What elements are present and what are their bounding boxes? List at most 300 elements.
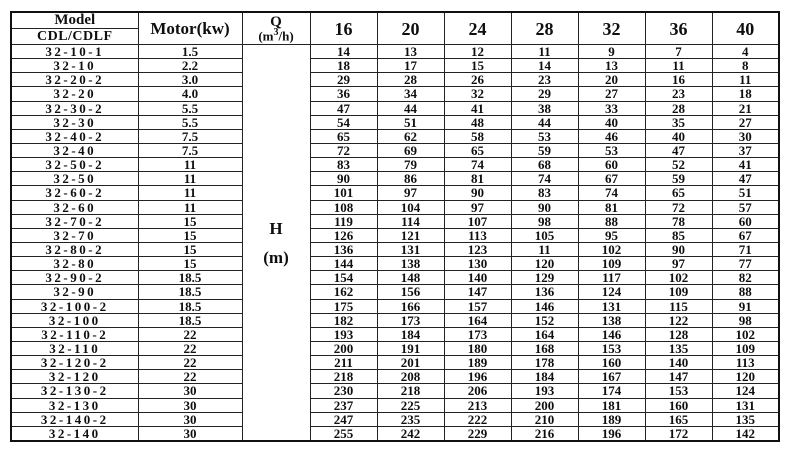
head-value-cell: 114 xyxy=(377,214,444,228)
head-value-cell: 117 xyxy=(578,271,645,285)
table-row xyxy=(11,285,779,299)
motor-cell: 11 xyxy=(138,186,242,200)
head-value-cell: 102 xyxy=(712,327,779,341)
head-value-cell: 120 xyxy=(712,370,779,384)
head-value-cell: 85 xyxy=(645,228,712,242)
motor-cell: 11 xyxy=(138,172,242,186)
model-cell: 32-20-2 xyxy=(11,73,138,87)
head-value-cell: 65 xyxy=(444,143,511,157)
head-value-cell: 8 xyxy=(712,59,779,73)
head-value-cell: 131 xyxy=(377,242,444,256)
q-unit-post: /h) xyxy=(278,28,294,44)
motor-cell: 15 xyxy=(138,214,242,228)
head-value-cell: 81 xyxy=(444,172,511,186)
head-value-cell: 109 xyxy=(712,341,779,355)
model-series-header: CDL/CDLF xyxy=(11,29,138,45)
model-cell: 32-140 xyxy=(11,426,138,441)
header-row-1 xyxy=(11,12,779,29)
table-row xyxy=(11,214,779,228)
table-row xyxy=(11,412,779,426)
head-value-cell: 119 xyxy=(310,214,377,228)
head-value-cell: 107 xyxy=(444,214,511,228)
pump-spec-table xyxy=(10,11,780,442)
head-value-cell: 152 xyxy=(511,313,578,327)
head-value-cell: 104 xyxy=(377,200,444,214)
head-value-cell: 109 xyxy=(578,257,645,271)
spec-table-body xyxy=(11,45,779,442)
head-value-cell: 67 xyxy=(712,228,779,242)
motor-cell: 5.5 xyxy=(138,115,242,129)
table-row xyxy=(11,115,779,129)
head-value-cell: 113 xyxy=(712,356,779,370)
head-value-cell: 172 xyxy=(645,426,712,441)
table-row xyxy=(11,200,779,214)
head-value-cell: 69 xyxy=(377,143,444,157)
head-value-cell: 18 xyxy=(310,59,377,73)
head-value-cell: 146 xyxy=(578,327,645,341)
table-row xyxy=(11,45,779,59)
motor-cell: 3.0 xyxy=(138,73,242,87)
table-row xyxy=(11,73,779,87)
head-value-cell: 124 xyxy=(578,285,645,299)
table-row xyxy=(11,186,779,200)
head-value-cell: 90 xyxy=(645,242,712,256)
head-value-cell: 157 xyxy=(444,299,511,313)
table-row xyxy=(11,143,779,157)
head-value-cell: 140 xyxy=(645,356,712,370)
motor-cell: 5.5 xyxy=(138,101,242,115)
head-value-cell: 40 xyxy=(645,129,712,143)
table-row xyxy=(11,327,779,341)
head-value-cell: 81 xyxy=(578,200,645,214)
head-value-cell: 65 xyxy=(645,186,712,200)
head-value-cell: 44 xyxy=(377,101,444,115)
head-value-cell: 213 xyxy=(444,398,511,412)
head-value-cell: 242 xyxy=(377,426,444,441)
head-value-cell: 26 xyxy=(444,73,511,87)
head-value-cell: 58 xyxy=(444,129,511,143)
model-cell: 32-70 xyxy=(11,228,138,242)
head-value-cell: 21 xyxy=(712,101,779,115)
head-value-cell: 47 xyxy=(310,101,377,115)
table-row xyxy=(11,356,779,370)
motor-cell: 11 xyxy=(138,158,242,172)
head-value-cell: 129 xyxy=(511,271,578,285)
head-value-cell: 65 xyxy=(310,129,377,143)
motor-cell: 7.5 xyxy=(138,129,242,143)
head-value-cell: 13 xyxy=(578,59,645,73)
head-unit-label: (m) xyxy=(263,247,289,267)
head-value-cell: 146 xyxy=(511,299,578,313)
table-row xyxy=(11,242,779,256)
head-value-cell: 173 xyxy=(377,313,444,327)
head-value-cell: 218 xyxy=(310,370,377,384)
head-value-cell: 128 xyxy=(645,327,712,341)
head-value-cell: 136 xyxy=(511,285,578,299)
motor-cell: 30 xyxy=(138,426,242,441)
head-value-cell: 53 xyxy=(578,143,645,157)
head-value-cell: 126 xyxy=(310,228,377,242)
head-value-cell: 30 xyxy=(712,129,779,143)
head-value-cell: 193 xyxy=(511,384,578,398)
head-value-cell: 23 xyxy=(645,87,712,101)
head-value-cell: 11 xyxy=(511,242,578,256)
head-value-cell: 136 xyxy=(310,242,377,256)
head-value-cell: 72 xyxy=(645,200,712,214)
head-value-cell: 113 xyxy=(444,228,511,242)
head-value-cell: 27 xyxy=(712,115,779,129)
head-value-cell: 178 xyxy=(511,356,578,370)
head-value-cell: 196 xyxy=(578,426,645,441)
head-value-cell: 166 xyxy=(377,299,444,313)
model-cell: 32-80 xyxy=(11,257,138,271)
head-value-cell: 135 xyxy=(645,341,712,355)
head-value-cell: 77 xyxy=(712,257,779,271)
head-value-cell: 46 xyxy=(578,129,645,143)
table-row xyxy=(11,271,779,285)
head-value-cell: 144 xyxy=(310,257,377,271)
head-value-cell: 18 xyxy=(712,87,779,101)
model-cell: 32-40 xyxy=(11,143,138,157)
head-value-cell: 154 xyxy=(310,271,377,285)
head-value-cell: 109 xyxy=(645,285,712,299)
model-cell: 32-130-2 xyxy=(11,384,138,398)
motor-cell: 2.2 xyxy=(138,59,242,73)
head-value-cell: 162 xyxy=(310,285,377,299)
table-row xyxy=(11,158,779,172)
head-value-cell: 9 xyxy=(578,45,645,59)
head-value-cell: 82 xyxy=(712,271,779,285)
motor-cell: 18.5 xyxy=(138,299,242,313)
head-value-cell: 167 xyxy=(578,370,645,384)
q-unit-pre: (m xyxy=(258,28,274,44)
head-value-cell: 36 xyxy=(310,87,377,101)
q-unit-sup: 3 xyxy=(273,26,279,38)
table-row xyxy=(11,59,779,73)
head-value-cell: 7 xyxy=(645,45,712,59)
head-value-cell: 88 xyxy=(578,214,645,228)
head-value-cell: 74 xyxy=(578,186,645,200)
model-cell: 32-30-2 xyxy=(11,101,138,115)
head-value-cell: 20 xyxy=(578,73,645,87)
head-value-cell: 27 xyxy=(578,87,645,101)
head-value-cell: 35 xyxy=(645,115,712,129)
head-value-cell: 97 xyxy=(645,257,712,271)
head-value-cell: 53 xyxy=(511,129,578,143)
motor-column-header: Motor(kw) xyxy=(138,12,242,45)
model-cell: 32-40-2 xyxy=(11,129,138,143)
motor-cell: 18.5 xyxy=(138,285,242,299)
table-row xyxy=(11,87,779,101)
head-value-cell: 131 xyxy=(578,299,645,313)
head-value-cell: 225 xyxy=(377,398,444,412)
head-value-cell: 67 xyxy=(578,172,645,186)
head-value-cell: 211 xyxy=(310,356,377,370)
table-row xyxy=(11,384,779,398)
head-value-cell: 153 xyxy=(645,384,712,398)
head-value-cell: 175 xyxy=(310,299,377,313)
head-value-cell: 131 xyxy=(712,398,779,412)
head-value-cell: 34 xyxy=(377,87,444,101)
motor-cell: 15 xyxy=(138,257,242,271)
head-value-cell: 97 xyxy=(377,186,444,200)
table-row xyxy=(11,426,779,441)
head-value-cell: 138 xyxy=(578,313,645,327)
model-cell: 32-90-2 xyxy=(11,271,138,285)
flow-column-header-32: 32 xyxy=(578,12,645,45)
head-value-cell: 59 xyxy=(511,143,578,157)
head-value-cell: 180 xyxy=(444,341,511,355)
model-cell: 32-100 xyxy=(11,313,138,327)
head-value-cell: 90 xyxy=(310,172,377,186)
head-value-cell: 71 xyxy=(712,242,779,256)
head-value-cell: 235 xyxy=(377,412,444,426)
head-value-cell: 68 xyxy=(511,158,578,172)
head-value-cell: 191 xyxy=(377,341,444,355)
head-value-cell: 173 xyxy=(444,327,511,341)
head-value-cell: 4 xyxy=(712,45,779,59)
head-value-cell: 237 xyxy=(310,398,377,412)
head-value-cell: 59 xyxy=(645,172,712,186)
model-cell: 32-110-2 xyxy=(11,327,138,341)
head-value-cell: 29 xyxy=(310,73,377,87)
model-cell: 32-20 xyxy=(11,87,138,101)
flow-column-header-36: 36 xyxy=(645,12,712,45)
motor-cell: 18.5 xyxy=(138,271,242,285)
head-value-cell: 193 xyxy=(310,327,377,341)
head-value-cell: 148 xyxy=(377,271,444,285)
model-cell: 32-130 xyxy=(11,398,138,412)
table-row xyxy=(11,370,779,384)
table-row xyxy=(11,228,779,242)
table-row xyxy=(11,341,779,355)
head-value-cell: 230 xyxy=(310,384,377,398)
motor-cell: 18.5 xyxy=(138,313,242,327)
head-value-cell: 38 xyxy=(511,101,578,115)
head-value-cell: 124 xyxy=(712,384,779,398)
head-value-cell: 182 xyxy=(310,313,377,327)
head-value-cell: 51 xyxy=(377,115,444,129)
head-value-cell: 98 xyxy=(511,214,578,228)
model-cell: 32-50 xyxy=(11,172,138,186)
head-value-cell: 160 xyxy=(645,398,712,412)
model-cell: 32-10 xyxy=(11,59,138,73)
table-row xyxy=(11,129,779,143)
head-value-cell: 255 xyxy=(310,426,377,441)
head-value-cell: 189 xyxy=(578,412,645,426)
model-cell: 32-90 xyxy=(11,285,138,299)
motor-cell: 15 xyxy=(138,242,242,256)
head-value-cell: 90 xyxy=(511,200,578,214)
motor-cell: 15 xyxy=(138,228,242,242)
table-row xyxy=(11,257,779,271)
head-value-cell: 44 xyxy=(511,115,578,129)
head-value-cell: 57 xyxy=(712,200,779,214)
head-value-cell: 52 xyxy=(645,158,712,172)
head-value-cell: 88 xyxy=(712,285,779,299)
head-value-cell: 47 xyxy=(712,172,779,186)
head-value-cell: 160 xyxy=(578,356,645,370)
model-cell: 32-10-1 xyxy=(11,45,138,59)
model-cell: 32-120 xyxy=(11,370,138,384)
head-value-cell: 123 xyxy=(444,242,511,256)
head-value-cell: 184 xyxy=(377,327,444,341)
q-symbol-label: Q xyxy=(270,13,282,30)
head-value-cell: 208 xyxy=(377,370,444,384)
head-value-cell: 48 xyxy=(444,115,511,129)
head-value-cell: 115 xyxy=(645,299,712,313)
head-value-cell: 165 xyxy=(645,412,712,426)
motor-cell: 22 xyxy=(138,341,242,355)
head-value-cell: 11 xyxy=(645,59,712,73)
head-value-cell: 130 xyxy=(444,257,511,271)
head-value-cell: 79 xyxy=(377,158,444,172)
head-value-cell: 95 xyxy=(578,228,645,242)
head-value-cell: 102 xyxy=(578,242,645,256)
head-value-cell: 164 xyxy=(511,327,578,341)
head-value-cell: 47 xyxy=(645,143,712,157)
model-column-header: Model xyxy=(11,12,138,29)
head-value-cell: 120 xyxy=(511,257,578,271)
q-unit-label xyxy=(243,28,310,42)
head-value-cell: 122 xyxy=(645,313,712,327)
head-value-cell: 174 xyxy=(578,384,645,398)
motor-cell: 22 xyxy=(138,327,242,341)
head-value-cell: 135 xyxy=(712,412,779,426)
head-value-cell: 200 xyxy=(310,341,377,355)
head-value-cell: 29 xyxy=(511,87,578,101)
model-cell: 32-120-2 xyxy=(11,356,138,370)
head-value-cell: 15 xyxy=(444,59,511,73)
head-value-cell: 74 xyxy=(444,158,511,172)
head-value-cell: 62 xyxy=(377,129,444,143)
head-value-cell: 90 xyxy=(444,186,511,200)
head-value-cell: 206 xyxy=(444,384,511,398)
head-symbol-label: H xyxy=(269,218,283,238)
head-value-cell: 164 xyxy=(444,313,511,327)
head-value-cell: 108 xyxy=(310,200,377,214)
head-value-cell: 16 xyxy=(645,73,712,87)
head-value-cell: 147 xyxy=(444,285,511,299)
head-value-cell: 91 xyxy=(712,299,779,313)
head-value-cell: 51 xyxy=(712,186,779,200)
flow-column-header-28: 28 xyxy=(511,12,578,45)
head-value-cell: 40 xyxy=(578,115,645,129)
head-value-cell: 83 xyxy=(310,158,377,172)
head-value-cell: 247 xyxy=(310,412,377,426)
head-value-cell: 33 xyxy=(578,101,645,115)
motor-cell: 4.0 xyxy=(138,87,242,101)
table-row xyxy=(11,313,779,327)
flow-column-header-16: 16 xyxy=(310,12,377,45)
motor-cell: 22 xyxy=(138,356,242,370)
head-value-cell: 14 xyxy=(511,59,578,73)
model-cell: 32-70-2 xyxy=(11,214,138,228)
motor-cell: 7.5 xyxy=(138,143,242,157)
table-row xyxy=(11,398,779,412)
head-value-cell: 200 xyxy=(511,398,578,412)
head-value-cell: 229 xyxy=(444,426,511,441)
motor-cell: 30 xyxy=(138,384,242,398)
head-value-cell: 98 xyxy=(712,313,779,327)
head-value-cell: 11 xyxy=(511,45,578,59)
head-value-cell: 12 xyxy=(444,45,511,59)
head-value-cell: 32 xyxy=(444,87,511,101)
head-value-cell: 11 xyxy=(712,73,779,87)
head-value-cell: 41 xyxy=(712,158,779,172)
table-header xyxy=(11,12,779,45)
head-value-cell: 181 xyxy=(578,398,645,412)
head-value-cell: 156 xyxy=(377,285,444,299)
head-value-cell: 138 xyxy=(377,257,444,271)
head-value-cell: 78 xyxy=(645,214,712,228)
head-value-cell: 17 xyxy=(377,59,444,73)
head-value-cell: 102 xyxy=(645,271,712,285)
head-value-cell: 97 xyxy=(444,200,511,214)
head-value-cell: 74 xyxy=(511,172,578,186)
model-cell: 32-50-2 xyxy=(11,158,138,172)
motor-cell: 30 xyxy=(138,412,242,426)
head-value-cell: 121 xyxy=(377,228,444,242)
head-value-cell: 168 xyxy=(511,341,578,355)
head-value-cell: 147 xyxy=(645,370,712,384)
head-value-cell: 218 xyxy=(377,384,444,398)
head-value-cell: 216 xyxy=(511,426,578,441)
motor-cell: 30 xyxy=(138,398,242,412)
model-cell: 32-100-2 xyxy=(11,299,138,313)
head-value-cell: 54 xyxy=(310,115,377,129)
motor-cell: 11 xyxy=(138,200,242,214)
head-value-cell: 189 xyxy=(444,356,511,370)
motor-cell: 22 xyxy=(138,370,242,384)
head-value-cell: 23 xyxy=(511,73,578,87)
head-value-cell: 28 xyxy=(377,73,444,87)
head-value-cell: 222 xyxy=(444,412,511,426)
table-row xyxy=(11,101,779,115)
head-value-cell: 60 xyxy=(712,214,779,228)
head-value-cell: 184 xyxy=(511,370,578,384)
head-value-cell: 140 xyxy=(444,271,511,285)
head-value-cell: 105 xyxy=(511,228,578,242)
model-cell: 32-60-2 xyxy=(11,186,138,200)
table-row xyxy=(11,172,779,186)
head-value-cell: 14 xyxy=(310,45,377,59)
head-value-cell: 86 xyxy=(377,172,444,186)
flow-q-column-header xyxy=(242,12,310,45)
model-cell: 32-60 xyxy=(11,200,138,214)
motor-cell: 1.5 xyxy=(138,45,242,59)
model-cell: 32-80-2 xyxy=(11,242,138,256)
head-value-cell: 13 xyxy=(377,45,444,59)
model-cell: 32-140-2 xyxy=(11,412,138,426)
head-value-cell: 142 xyxy=(712,426,779,441)
head-value-cell: 101 xyxy=(310,186,377,200)
head-value-cell: 28 xyxy=(645,101,712,115)
flow-column-header-40: 40 xyxy=(712,12,779,45)
head-value-cell: 153 xyxy=(578,341,645,355)
table-row xyxy=(11,299,779,313)
model-cell: 32-110 xyxy=(11,341,138,355)
head-value-cell: 37 xyxy=(712,143,779,157)
head-unit-cell xyxy=(242,45,310,442)
head-value-cell: 83 xyxy=(511,186,578,200)
head-value-cell: 196 xyxy=(444,370,511,384)
flow-column-header-24: 24 xyxy=(444,12,511,45)
head-value-cell: 72 xyxy=(310,143,377,157)
head-value-cell: 210 xyxy=(511,412,578,426)
head-value-cell: 41 xyxy=(444,101,511,115)
head-value-cell: 201 xyxy=(377,356,444,370)
